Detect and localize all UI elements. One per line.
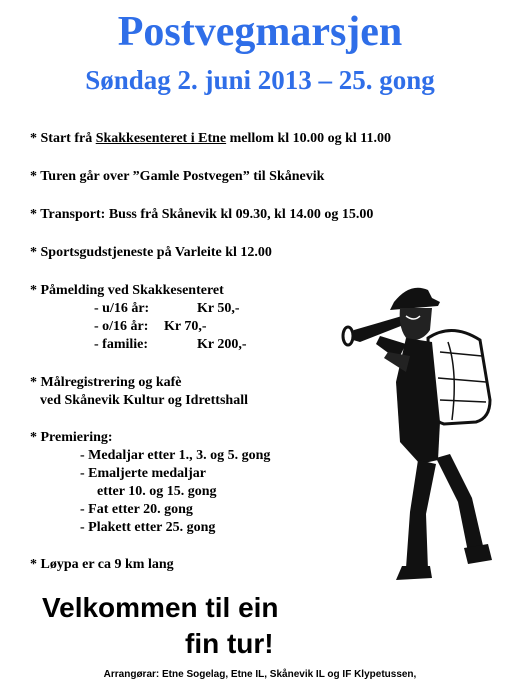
welcome-line-2: fin tur!: [185, 628, 274, 659]
finish-title: * Målregistrering og kafè: [30, 375, 182, 390]
length-line: * Løypa er ca 9 km lang: [30, 557, 174, 572]
fee-price-family: Kr 200,-: [197, 337, 247, 352]
start-place: Skakkesenteret i Etne: [95, 131, 227, 146]
prizes-title: * Premiering:: [30, 430, 113, 445]
start-prefix: * Start frå: [30, 131, 96, 146]
fee-label-u16: - u/16 år:: [94, 301, 150, 316]
event-date-subtitle: Søndag 2. juni 2013 – 25. gong: [85, 65, 435, 95]
route-line: * Turen går over ”Gamle Postvegen” til Skånevik: [30, 169, 325, 184]
organizers-footer: Arrangørar: Etne Sogelag, Etne IL, Skånevik IL og IF Klypetussen,: [103, 669, 417, 680]
start-suffix: mellom kl 10.00 og kl 11.00: [226, 131, 392, 146]
start-line: [30, 130, 391, 148]
welcome-line-1: Velkommen til ein: [42, 592, 279, 623]
fee-label-o16: - o/16 år:: [94, 319, 149, 334]
finish-place: ved Skånevik Kultur og Idrettshall: [40, 393, 248, 408]
service-line: * Sportsgudstjeneste på Varleite kl 12.00: [30, 245, 272, 260]
prize-item: etter 10. og 15. gong: [97, 484, 217, 499]
fee-price-o16: Kr 70,-: [164, 319, 207, 334]
postman-horn-illustration: [340, 282, 510, 587]
prize-item: - Plakett etter 25. gong: [80, 520, 216, 535]
registration-title: * Påmelding ved Skakkesenteret: [30, 283, 224, 298]
fee-label-family: - familie:: [94, 337, 149, 352]
fee-price-u16: Kr 50,-: [197, 301, 240, 316]
transport-line: * Transport: Buss frå Skånevik kl 09.30, kl 14.00 og 15.00: [30, 207, 374, 222]
page-title: Postvegmarsjen: [117, 9, 403, 55]
prize-item: - Fat etter 20. gong: [80, 502, 193, 517]
prize-item: - Medaljar etter 1., 3. og 5. gong: [80, 448, 271, 463]
prize-item: - Emaljerte medaljar: [80, 466, 206, 481]
